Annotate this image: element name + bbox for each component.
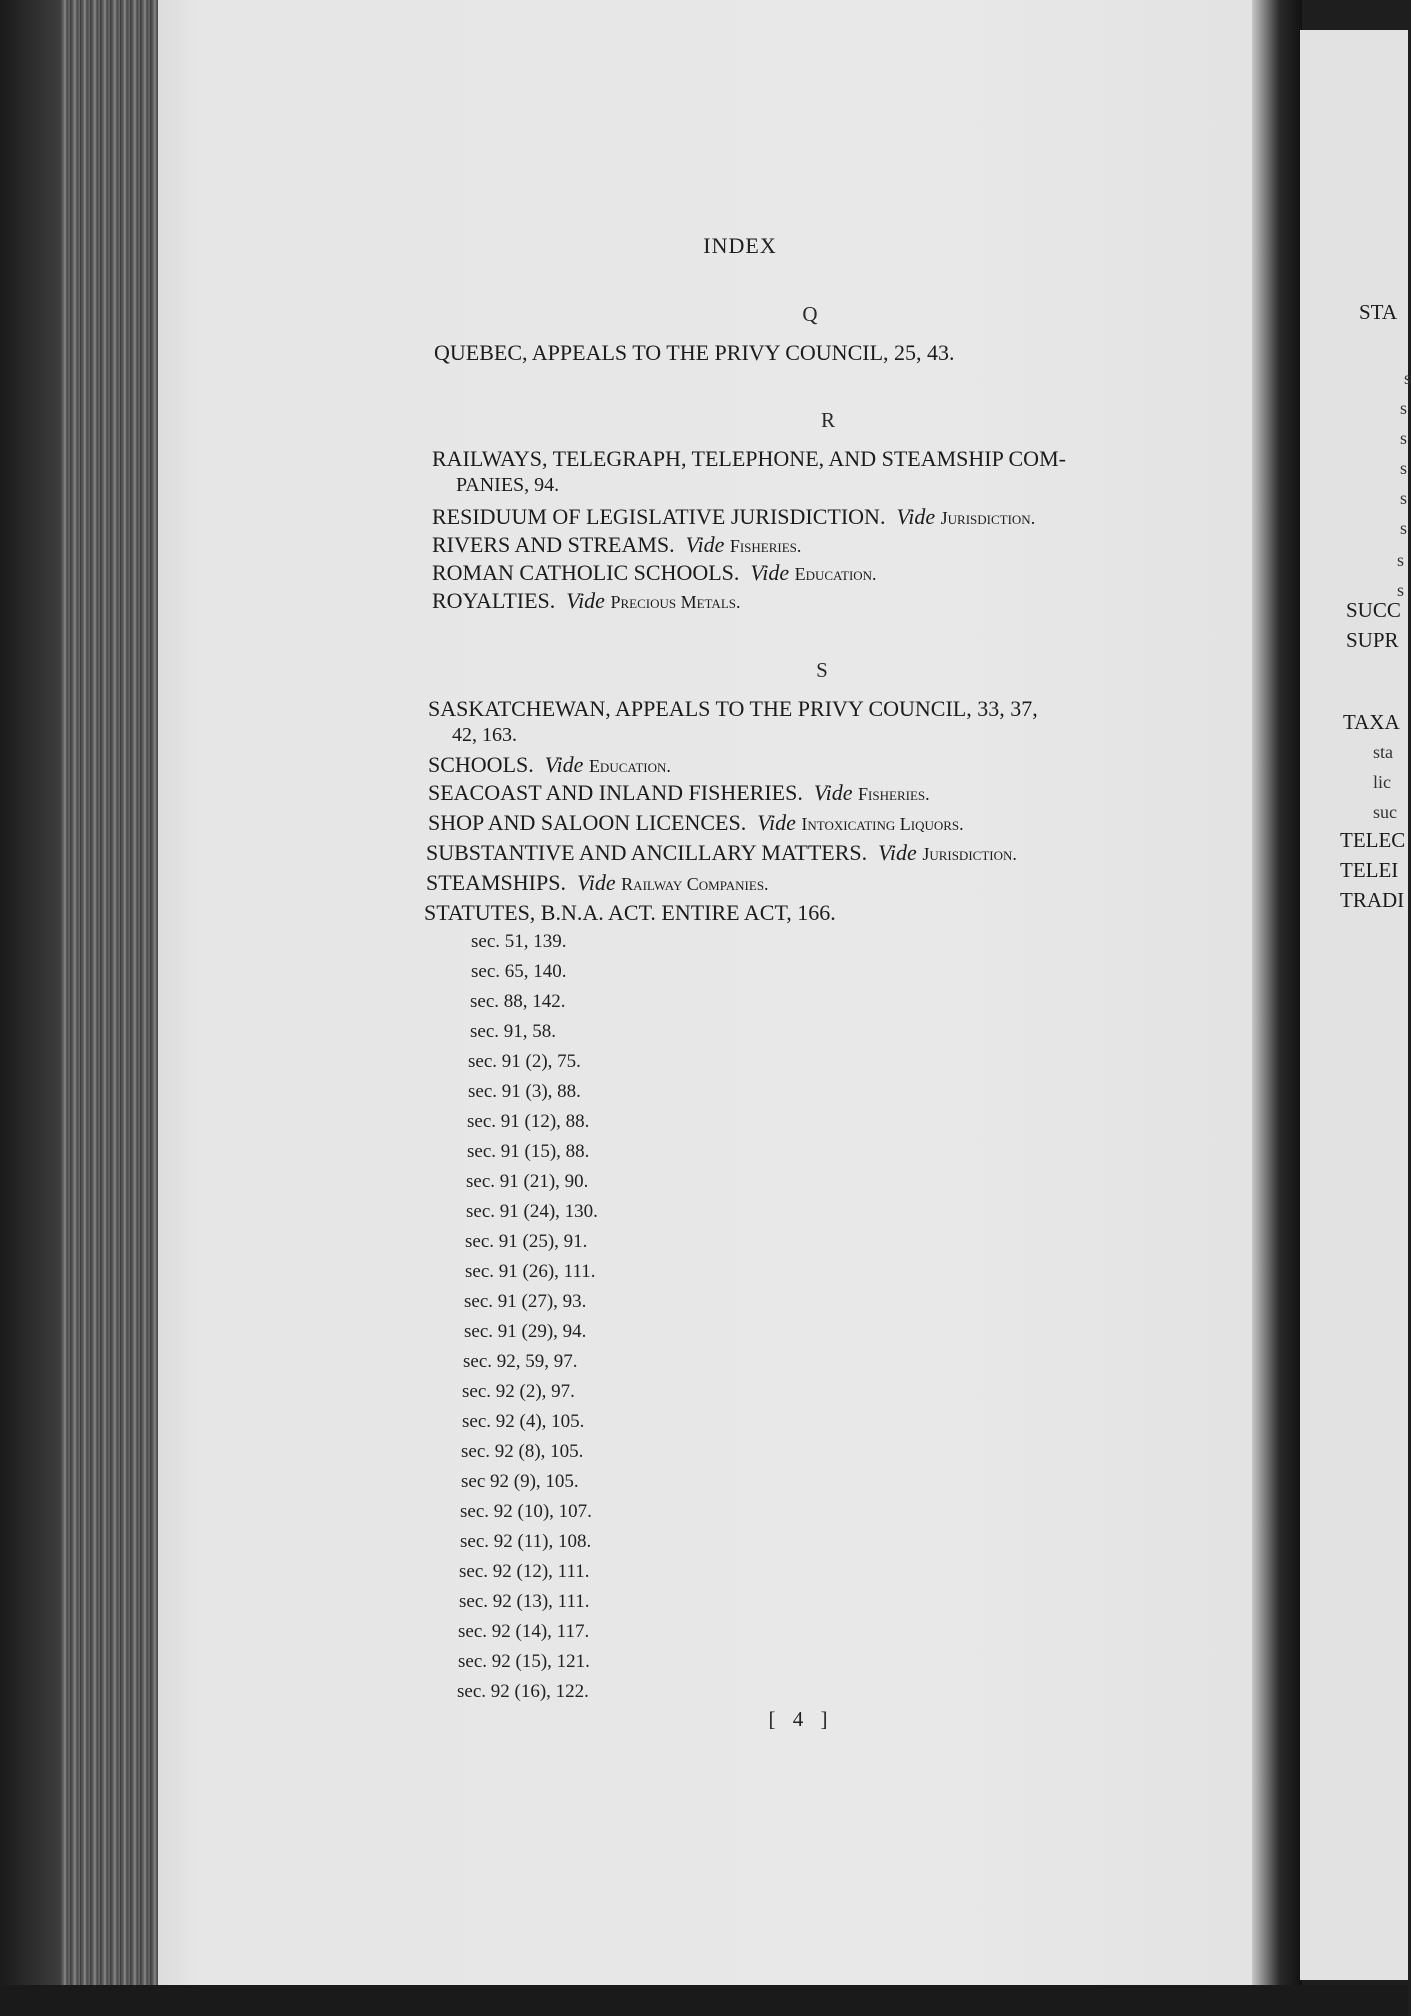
cross-reference: Fisheries. [858, 784, 930, 804]
vide-label: Vide [757, 810, 796, 835]
cross-reference: Jurisdiction. [940, 508, 1036, 528]
cross-reference: Railway Companies. [621, 874, 769, 894]
page-number: [ 4 ] [768, 1707, 834, 1731]
index-entry [434, 338, 955, 368]
statute-subentry: sec. 92 (8), 105. [461, 1441, 584, 1462]
facing-page-line: STA [1359, 300, 1397, 324]
facing-page-fragment: suc [1373, 802, 1397, 822]
statute-subentry: sec. 92, 59, 97. [463, 1351, 578, 1372]
vide-label: Vide [896, 504, 936, 529]
cross-reference: Jurisdiction. [922, 844, 1017, 864]
statute-subentry: sec. 91 (21), 90. [466, 1171, 589, 1192]
vide-label: Vide [685, 532, 725, 557]
cross-reference: Education. [588, 756, 671, 776]
facing-page-fragment: s [1400, 488, 1408, 508]
entry-heading: RESIDUUM OF LEGISLATIVE JURISDICTION. [432, 504, 886, 529]
statute-subentry: sec. 92 (2), 97. [462, 1381, 575, 1402]
section-letter-q: Q [802, 302, 818, 326]
statute-subentry: sec. 92 (10), 107. [460, 1501, 592, 1522]
index-entry [426, 838, 1017, 869]
index-entry [426, 868, 769, 899]
facing-page-line: SUPR [1346, 628, 1399, 652]
cross-reference: Intoxicating Liquors. [801, 814, 964, 834]
entry-heading: ROYALTIES. [432, 588, 556, 613]
bottom-shadow [0, 1985, 1408, 2016]
statute-subentry: sec. 91 (12), 88. [467, 1111, 590, 1132]
index-entry-continuation: 42, 163. [452, 724, 517, 746]
entry-heading: SEACOAST AND INLAND FISHERIES. [428, 780, 803, 805]
index-entry [432, 586, 741, 617]
vide-label: Vide [576, 870, 616, 895]
facing-page-line: TELEI [1340, 858, 1399, 882]
statute-subentry: sec. 92 (16), 122. [457, 1681, 589, 1702]
entry-heading: SASKATCHEWAN, APPEALS TO THE PRIVY COUNCIL, 33, 37, [428, 696, 1038, 721]
statute-subentry: sec. 91 (2), 75. [468, 1051, 581, 1072]
statute-subentry: sec 92 (9), 105. [461, 1471, 579, 1492]
statute-subentry: sec. 91, 58. [470, 1021, 557, 1042]
vide-label: Vide [566, 588, 605, 613]
book-gutter [1252, 0, 1302, 2016]
vide-label: Vide [813, 780, 853, 805]
facing-page-fragment: s [1400, 518, 1408, 538]
statute-subentry: sec. 91 (29), 94. [464, 1321, 587, 1342]
index-entry [424, 898, 836, 928]
cross-reference: Precious Metals. [610, 592, 741, 612]
statute-subentry: sec. 88, 142. [470, 991, 566, 1012]
entry-heading: SCHOOLS. [428, 752, 534, 777]
index-entry [432, 502, 1035, 533]
statute-subentry: sec. 91 (27), 93. [464, 1291, 587, 1312]
index-entry [428, 808, 964, 839]
facing-page-fragment: s [1400, 458, 1408, 478]
vide-label: Vide [878, 840, 917, 865]
statute-subentry: sec. 92 (13), 111. [459, 1591, 590, 1612]
statute-subentry: sec. 91 (26), 111. [465, 1261, 596, 1282]
facing-page-fragment: s [1397, 580, 1405, 600]
entry-heading: SHOP AND SALOON LICENCES. [428, 810, 747, 835]
statute-subentry: sec. 91 (15), 88. [467, 1141, 590, 1162]
statute-subentry: sec. 92 (15), 121. [458, 1651, 590, 1672]
entry-heading: RIVERS AND STREAMS. [432, 532, 675, 557]
statute-subentry: sec. 65, 140. [471, 961, 567, 982]
facing-page-fragment: s [1404, 368, 1411, 388]
statute-subentry: sec. 92 (4), 105. [462, 1411, 585, 1432]
facing-page-fragment: lic [1373, 772, 1391, 792]
entry-heading: ROMAN CATHOLIC SCHOOLS. [432, 560, 740, 585]
facing-page-line: TELEC [1340, 828, 1406, 852]
statute-subentry: sec. 51, 139. [471, 931, 567, 952]
facing-page-fragment: s [1397, 550, 1405, 570]
page-title: INDEX [703, 233, 777, 258]
entry-heading: STATUTES, B.N.A. ACT. ENTIRE ACT, 166. [424, 900, 836, 925]
cross-reference: Education. [794, 564, 877, 584]
entry-heading: SUBSTANTIVE AND ANCILLARY MATTERS. [426, 840, 868, 865]
index-entry [428, 750, 671, 781]
vide-label: Vide [750, 560, 790, 585]
section-letter-r: R [820, 408, 835, 432]
facing-page [1300, 30, 1411, 1980]
index-entry [432, 530, 801, 561]
facing-page-fragment: sta [1373, 742, 1393, 762]
facing-page-fragment: s [1400, 398, 1408, 418]
entry-heading: STEAMSHIPS. [426, 870, 566, 895]
entry-heading: RAILWAYS, TELEGRAPH, TELEPHONE, AND STEAMSHIP COM- [432, 446, 1066, 471]
statute-subentry: sec. 92 (11), 108. [460, 1531, 592, 1552]
statute-subentry: sec. 92 (12), 111. [459, 1561, 590, 1582]
cross-reference: Fisheries. [729, 536, 802, 556]
vide-label: Vide [544, 752, 584, 777]
index-page [158, 0, 1286, 1990]
statute-subentry: sec. 91 (24), 130. [466, 1201, 598, 1222]
book-page-edges [0, 0, 160, 2016]
facing-page-fragment: s [1400, 428, 1408, 448]
entry-heading: QUEBEC, APPEALS TO THE PRIVY COUNCIL, 25, 43. [434, 340, 955, 365]
index-entry [428, 778, 930, 809]
index-entry-continuation: PANIES, 94. [456, 474, 560, 496]
index-entry [428, 694, 1038, 724]
statute-subentry: sec. 91 (3), 88. [468, 1081, 581, 1102]
facing-page-line: SUCC [1346, 598, 1401, 622]
index-entry [432, 558, 877, 589]
statute-subentry: sec. 92 (14), 117. [458, 1621, 590, 1642]
facing-page-line: TRADI [1340, 888, 1405, 912]
section-letter-s: S [816, 658, 828, 682]
facing-page-line: TAXA [1343, 710, 1400, 734]
statute-subentry: sec. 91 (25), 91. [465, 1231, 588, 1252]
